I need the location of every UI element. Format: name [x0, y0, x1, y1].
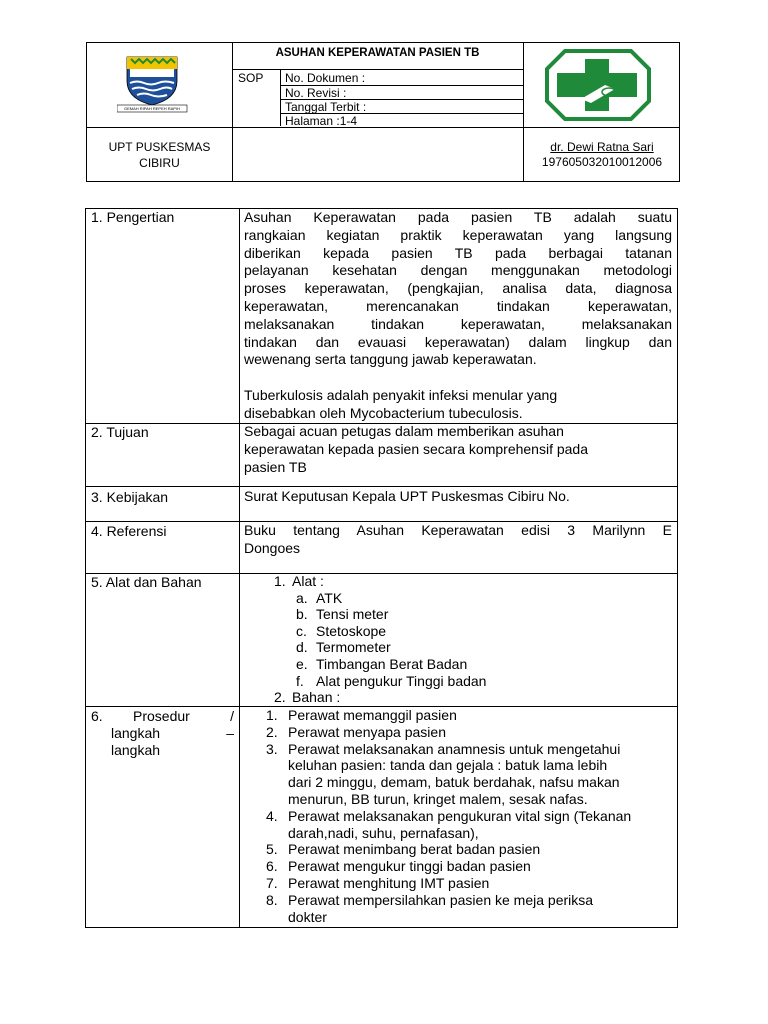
divider: [280, 69, 281, 126]
field-no-revisi: No. Revisi :: [285, 86, 347, 100]
text-line: diberikan kepada pasien TB pada berbagai tatanan: [244, 244, 672, 261]
document-title: ASUHAN KEPERAWATAN PASIEN TB: [275, 47, 480, 59]
list-item: [244, 808, 672, 842]
list-item: [244, 639, 672, 656]
logo-motto: GEMAH RIPAH REPEH RAPIH: [124, 106, 180, 111]
signer-name: dr. Dewi Ratna Sari: [550, 140, 654, 154]
text-line: Sebagai acuan petugas dalam memberikan asuhan: [244, 423, 564, 439]
list-item: [244, 689, 672, 706]
list-marker: e.: [296, 655, 308, 672]
list-item: [244, 858, 672, 875]
section-text-kebijakan: Surat Keputusan Kepala UPT Puskesmas Cibiru No.: [244, 488, 570, 504]
list-item: [244, 707, 672, 724]
text-line: Buku tentang Asuhan Keperawatan edisi 3 Marilynn E: [244, 522, 672, 538]
list-item: [244, 656, 672, 673]
list-marker: d.: [296, 639, 308, 656]
section-label-alat-bahan: 5. Alat dan Bahan: [91, 574, 202, 590]
text-line: Dongoes: [244, 539, 301, 556]
list-item: [244, 573, 672, 590]
divider: [86, 486, 677, 487]
list-marker: 1.: [274, 573, 286, 589]
section-label-referensi: 4. Referensi: [91, 523, 167, 539]
list-item-text: Tensi meter: [316, 606, 389, 623]
list-item: [244, 841, 672, 858]
list-item-text: darah,nadi, suhu, pernafasan),: [288, 824, 479, 841]
label-part: langkah: [111, 725, 161, 741]
list-marker: 5.: [266, 841, 278, 858]
list-item-text: Perawat menimbang berat badan pasien: [288, 841, 541, 858]
field-tanggal-terbit: Tanggal Terbit :: [285, 100, 367, 114]
list-item-text: ATK: [316, 589, 343, 606]
list-item-text: dokter: [288, 908, 327, 925]
section-text-referensi: [244, 522, 672, 558]
list-item-text: Perawat melaksanakan pengukuran vital sign (Tekanan: [288, 807, 632, 824]
list-item: [244, 892, 672, 926]
section-text-tujuan: [244, 423, 672, 476]
list-item-text: keluhan pasien: tanda dan gejala : batuk lama lebih: [288, 757, 608, 774]
list-marker: 4.: [266, 807, 278, 824]
section-label-tujuan: 2. Tujuan: [91, 424, 149, 440]
list-item: [244, 606, 672, 623]
section-label-prosedur: [91, 708, 234, 759]
divider: [239, 209, 240, 927]
text-line: keperawatan, merencanakan tindakan keperawatan,: [244, 297, 672, 314]
list-marker: 2.: [274, 689, 286, 706]
list-item-text: Bahan :: [292, 689, 341, 706]
sop-content-table: [85, 208, 678, 928]
list-marker: b.: [296, 606, 308, 623]
list-item: [244, 673, 672, 690]
text-line: melaksanakan tindakan keperawatan, melaksanakan: [244, 315, 672, 332]
list-item-text: Alat :: [292, 573, 324, 589]
divider: [87, 127, 679, 128]
text-line: Tuberkulosis adalah penyakit infeksi menular yang: [244, 386, 558, 403]
list-marker: 7.: [266, 874, 278, 891]
label-part: –: [226, 725, 234, 741]
list-marker: f.: [296, 672, 304, 689]
list-marker: a.: [296, 589, 308, 606]
health-logo: [543, 49, 653, 121]
sop-header: [86, 42, 680, 182]
text-line: pelayanan kesehatan dengan menggunakan metodologi: [244, 262, 672, 279]
list-item: [244, 741, 672, 808]
label-part: 6.: [91, 708, 103, 724]
list-marker: 8.: [266, 891, 278, 908]
text-line: tindakan dan evauasi keperawatan) dalam lingkup dan: [244, 333, 672, 350]
signer-nip: 197605032010012006: [541, 155, 663, 169]
list-item-text: dari 2 minggu, demam, batuk berdahak, nafsu makan: [288, 774, 620, 791]
sop-label: SOP: [238, 71, 264, 85]
section-text-pengertian: [244, 209, 672, 423]
section-list-prosedur: [244, 707, 672, 925]
field-halaman: Halaman :1-4: [285, 114, 358, 128]
label-part: langkah: [111, 742, 161, 758]
text-line: wewenang serta tanggung jawab keperawatan.: [244, 351, 537, 368]
list-marker: c.: [296, 622, 307, 639]
list-marker: 6.: [266, 858, 278, 875]
section-label-pengertian: 1. Pengertian: [91, 209, 175, 225]
list-item: [244, 875, 672, 892]
field-no-dokumen: No. Dokumen :: [285, 71, 366, 85]
text-line: keperawatan kepada pasien secara komprehensif pada: [244, 440, 589, 457]
list-item-text: Perawat mempersilahkan pasien ke meja periksa: [288, 891, 594, 908]
list-marker: 2.: [266, 723, 278, 740]
label-part: Prosedur: [133, 708, 190, 724]
text-line: proses keperawatan, (pengkajian, analisa data, diagnosa: [244, 280, 672, 297]
org-name-line1: UPT PUSKESMAS: [108, 140, 211, 154]
list-item-text: Perawat mengukur tinggi badan pasien: [288, 858, 531, 875]
list-item-text: Timbangan Berat Badan: [316, 655, 468, 672]
divider: [232, 43, 233, 181]
list-item-text: Perawat menghitung IMT pasien: [288, 874, 490, 891]
text-line: rangkaian kegiatan praktik keperawatan yang langsung: [244, 226, 672, 243]
list-item-text: Perawat memanggil pasien: [288, 707, 457, 723]
text-line: disebabkan oleh Mycobacterium tubeculosis.: [244, 404, 523, 421]
list-item: [244, 623, 672, 640]
divider: [232, 69, 523, 70]
list-item: [244, 590, 672, 607]
section-list-alat-bahan: [244, 573, 672, 706]
list-item-text: menurun, BB turun, kringet malem, sesak nafas.: [288, 790, 588, 807]
section-label-kebijakan: 3. Kebijakan: [91, 489, 169, 505]
list-marker: 3.: [266, 740, 278, 757]
list-item: [244, 724, 672, 741]
org-name-line2: CIBIRU: [139, 156, 180, 170]
list-item-text: Alat pengukur Tinggi badan: [316, 672, 487, 689]
list-item-text: Perawat melaksanakan anamnesis untuk mengetahui: [288, 740, 621, 757]
label-part: /: [230, 708, 234, 724]
text-line: pasien TB: [244, 458, 307, 475]
text-line: Asuhan Keperawatan pada pasien TB adalah suatu: [244, 209, 672, 225]
list-item-text: Stetoskope: [316, 622, 387, 639]
list-item-text: Perawat menyapa pasien: [288, 723, 446, 740]
list-item-text: Termometer: [316, 639, 391, 656]
list-marker: 1.: [266, 707, 278, 723]
